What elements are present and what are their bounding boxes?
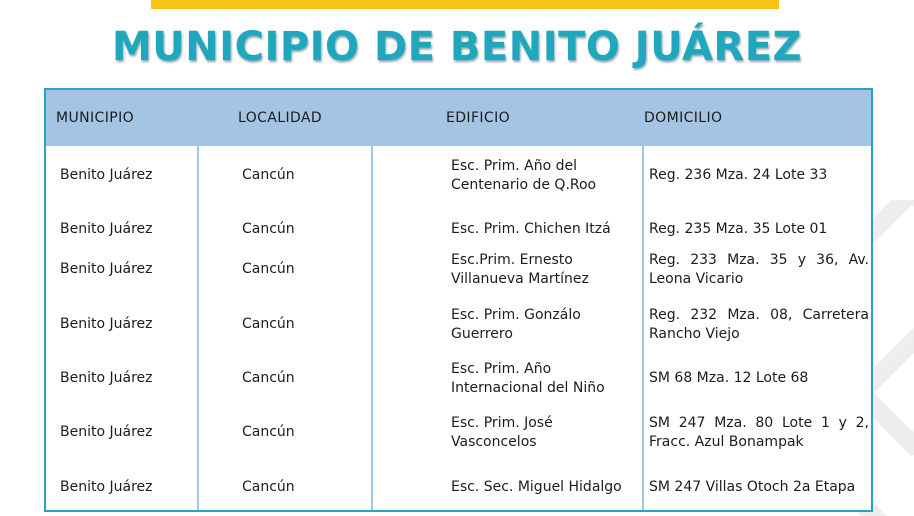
header-domicilio: DOMICILIO	[644, 110, 723, 126]
cell-edificio: Esc. Prim. Gonzálo Guerrero	[451, 307, 581, 342]
column-divider	[197, 146, 199, 510]
cell-domicilio: Reg. 235 Mza. 35 Lote 01	[649, 221, 828, 237]
cell-domicilio: SM 68 Mza. 12 Lote 68	[649, 370, 809, 386]
cell-municipio: Benito Juárez	[60, 370, 153, 386]
cell-municipio: Benito Juárez	[60, 479, 153, 495]
column-divider	[642, 146, 644, 510]
cell-localidad: Cancún	[242, 221, 295, 237]
cell-edificio: Esc. Prim. Año Internacional del Niño	[451, 361, 605, 396]
header-municipio: MUNICIPIO	[56, 110, 135, 126]
page-title: MUNICIPIO DE BENITO JUÁREZ	[111, 24, 803, 70]
cell-localidad: Cancún	[242, 261, 295, 277]
cell-municipio: Benito Juárez	[60, 316, 153, 332]
cell-municipio: Benito Juárez	[60, 424, 153, 440]
schools-table	[44, 88, 873, 512]
top-accent-bar	[151, 0, 779, 9]
cell-edificio: Esc. Prim. José Vasconcelos	[451, 415, 553, 450]
cell-municipio: Benito Juárez	[60, 261, 153, 277]
cell-edificio: Esc. Prim. Año del Centenario de Q.Roo	[451, 158, 597, 193]
cell-domicilio: Reg. 232 Mza. 08, Carretera Rancho Viejo	[649, 307, 869, 342]
cell-edificio: Esc.Prim. Ernesto Villanueva Martínez	[451, 252, 589, 287]
cell-localidad: Cancún	[242, 316, 295, 332]
cell-localidad: Cancún	[242, 479, 295, 495]
cell-municipio: Benito Juárez	[60, 221, 153, 237]
cell-domicilio: SM 247 Villas Otoch 2a Etapa	[649, 479, 856, 495]
cell-localidad: Cancún	[242, 370, 295, 386]
header-edificio: EDIFICIO	[446, 110, 511, 126]
table-header	[46, 90, 871, 146]
cell-domicilio: Reg. 233 Mza. 35 y 36, Av. Leona Vicario	[649, 252, 869, 287]
cell-domicilio: Reg. 236 Mza. 24 Lote 33	[649, 167, 828, 183]
cell-localidad: Cancún	[242, 167, 295, 183]
column-divider	[371, 146, 373, 510]
cell-localidad: Cancún	[242, 424, 295, 440]
header-localidad: LOCALIDAD	[238, 110, 323, 126]
cell-municipio: Benito Juárez	[60, 167, 153, 183]
cell-edificio: Esc. Prim. Chichen Itzá	[451, 221, 611, 237]
cell-domicilio: SM 247 Mza. 80 Lote 1 y 2, Fracc. Azul Bonampak	[649, 415, 869, 450]
cell-edificio: Esc. Sec. Miguel Hidalgo	[451, 479, 622, 495]
